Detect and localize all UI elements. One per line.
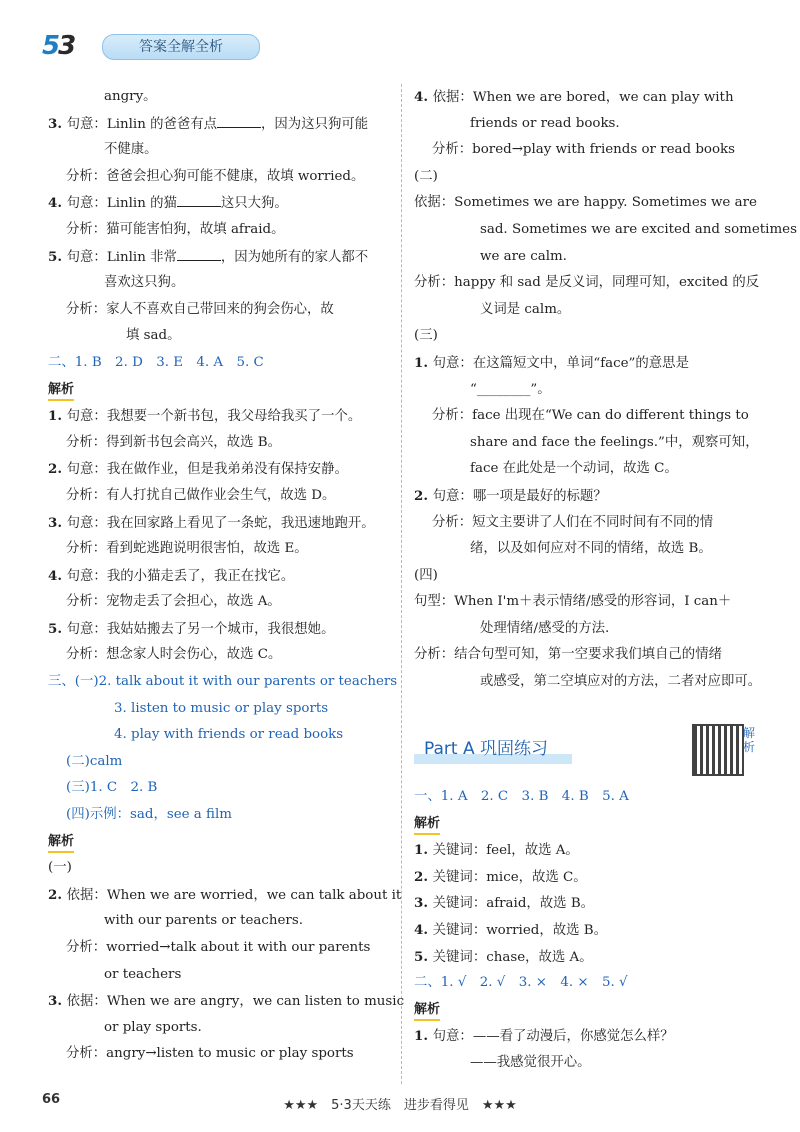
text-line — [414, 111, 760, 138]
item-number: 5. — [48, 248, 67, 265]
text-line — [48, 642, 393, 669]
answer-blank — [177, 192, 221, 207]
line-text: we are calm. — [480, 248, 567, 264]
line-text: 分析：face 出现在“We can do different things to — [432, 408, 749, 424]
text-line — [414, 642, 760, 669]
text-line — [414, 297, 760, 324]
item-number: 4. — [414, 921, 433, 938]
line-text: 句意：我姑姑搬去了另一个城市，我很想她。 — [66, 621, 335, 637]
line-text: 分析：bored→play with friends or read books — [432, 142, 736, 158]
line-text: 句意：Linlin 的爸爸有点 — [66, 116, 218, 132]
part-a-title: Part A 巩固练习 — [424, 739, 548, 759]
line-text: with our parents or teachers. — [104, 913, 303, 929]
text-line — [414, 997, 760, 1024]
text-line — [414, 430, 760, 457]
line-text: 三、(一)2. talk about it with our parents or teachers — [48, 674, 398, 690]
line-text: 分析：猫可能害怕狗，故填 afraid。 — [66, 221, 285, 237]
item-number: 2. — [48, 886, 67, 903]
line-text: 分析：爸爸会担心狗可能不健康，故填 worried。 — [66, 168, 365, 184]
text-line — [48, 935, 393, 962]
line-text: 句意：Linlin 非常 — [66, 249, 177, 265]
line-text: 分析：家人不喜欢自己带回来的狗会伤心，故 — [66, 301, 334, 317]
line-text: 二、1. B 2. D 3. E 4. A 5. C — [48, 354, 264, 370]
line-text: 分析：想念家人时会伤心，故选 C。 — [66, 647, 282, 663]
line-text: 二、1. √ 2. √ 3. × 4. × 5. √ — [414, 975, 628, 991]
header-title: 答案全解全析 — [102, 34, 260, 60]
item-number: 1. — [414, 354, 433, 371]
text-line — [414, 323, 760, 350]
text-line — [48, 84, 393, 111]
text-line — [48, 536, 393, 563]
line-text: 义词是 calm。 — [480, 301, 571, 317]
line-text: “________”。 — [470, 381, 551, 397]
line-text: sad. Sometimes we are excited and sometimes — [480, 221, 797, 237]
text-line — [48, 377, 393, 404]
line-text: share and face the feelings.”中，观察可知， — [470, 434, 759, 450]
line-text: 句意：在这篇短文中，单词“face”的意思是 — [432, 355, 689, 371]
text-line — [48, 563, 393, 590]
text-line — [414, 837, 760, 864]
text-line — [48, 430, 393, 457]
text-line — [48, 510, 393, 537]
text-line — [48, 802, 393, 829]
text-line — [48, 483, 393, 510]
line-text: or teachers — [104, 966, 182, 982]
text-line — [48, 855, 393, 882]
item-number: 3. — [414, 895, 433, 912]
answer-blank — [217, 113, 261, 128]
text-line — [48, 297, 393, 324]
line-text: (四)示例：sad，see a film — [66, 807, 232, 823]
line-text-after: ，因为她所有的家人都不 — [220, 249, 369, 265]
item-number: 3. — [48, 514, 67, 531]
text-line — [48, 962, 393, 989]
line-text: 依据：When we are worried，we can talk about it — [66, 887, 402, 903]
line-text: (三)1. C 2. B — [66, 780, 158, 796]
item-number: 2. — [414, 487, 433, 504]
text-line — [414, 164, 760, 191]
line-text: 分析：有人打扰自己做作业会生气，故选 D。 — [66, 487, 336, 503]
line-text: 解析 — [48, 381, 74, 401]
line-text: 处理情绪/感受的方法. — [480, 620, 610, 636]
line-text: 解析 — [414, 1001, 440, 1021]
line-text: face 在此处是一个动词，故选 C。 — [470, 461, 678, 477]
item-number: 3. — [48, 115, 67, 132]
text-line — [414, 811, 760, 838]
item-number: 4. — [48, 195, 67, 212]
line-text: 解析 — [48, 833, 74, 853]
item-number: 1. — [414, 1028, 433, 1045]
text-line — [48, 217, 393, 244]
qr-label: 解析 — [743, 726, 756, 754]
line-text: angry。 — [104, 89, 157, 104]
line-text: 句意：Linlin 的猫 — [66, 196, 177, 212]
text-line — [414, 217, 797, 244]
text-line — [414, 890, 760, 917]
brand-logo: 53 — [42, 31, 75, 61]
line-text: 句意：——看了动漫后，你感觉怎么样？ — [432, 1029, 674, 1045]
item-number: 5. — [414, 948, 433, 965]
left-column — [48, 84, 405, 1068]
line-text: 关键词：afraid，故选 B。 — [432, 896, 595, 912]
line-text: 分析：得到新书包会高兴，故选 B。 — [66, 434, 281, 450]
line-text: 一、1. A 2. C 3. B 4. B 5. A — [414, 789, 629, 804]
line-text: 分析：看到蛇逃跑说明很害怕，故选 E。 — [66, 541, 308, 557]
text-line — [414, 864, 760, 891]
line-text: 分析：结合句型可知，第一空要求我们填自己的情绪 — [414, 647, 722, 663]
text-line — [48, 988, 405, 1015]
text-line — [48, 775, 393, 802]
text-line — [48, 722, 393, 749]
line-text: 句意：我在做作业，但是我弟弟没有保持安静。 — [66, 462, 348, 478]
item-number: 4. — [414, 89, 433, 105]
line-text: (三) — [414, 328, 438, 344]
line-text: 句意：我的小猫走丢了，我正在找它。 — [66, 568, 295, 584]
item-number: 2. — [48, 461, 67, 478]
text-line — [48, 908, 393, 935]
line-text: 或感受，第二空填应对的方法，二者对应即可。 — [480, 674, 762, 690]
line-text: 4. play with friends or read books — [114, 727, 344, 743]
right-column-lower — [414, 784, 760, 1077]
text-line — [48, 403, 393, 430]
text-line — [48, 829, 393, 856]
text-line — [48, 1041, 393, 1068]
text-line — [48, 164, 393, 191]
line-text-after: ，因为这只狗可能 — [261, 116, 369, 132]
line-text: 句意：哪一项是最好的标题？ — [432, 488, 607, 504]
text-line — [414, 137, 760, 164]
line-text: 分析：worried→talk about it with our parents — [66, 940, 371, 955]
line-text: 填 sad。 — [126, 328, 181, 344]
text-line — [48, 270, 393, 297]
line-text: 句意：我想要一个新书包，我父母给我买了一个。 — [66, 409, 362, 425]
item-number: 1. — [48, 408, 67, 425]
footer-slogan: ★★★ 5·3天天练 进步看得见 ★★★ — [283, 1098, 517, 1113]
line-text: 关键词：chase，故选 A。 — [432, 949, 593, 965]
item-number: 3. — [48, 993, 67, 1010]
line-text: 喜欢这只狗。 — [104, 275, 185, 291]
text-line — [414, 350, 760, 377]
text-line — [48, 137, 393, 164]
line-text: 分析：短文主要讲了人们在不同时间有不同的情 — [432, 514, 714, 530]
text-line — [48, 669, 398, 696]
text-line — [48, 749, 393, 776]
line-text: 关键词：feel，故选 A。 — [432, 843, 579, 859]
line-text: friends or read books. — [470, 115, 620, 131]
text-line — [414, 403, 760, 430]
line-text: 解析 — [414, 815, 440, 835]
text-line — [414, 190, 760, 217]
text-line — [414, 616, 760, 643]
line-text: 依据：When we are bored，we can play with — [432, 90, 734, 105]
text-line — [48, 350, 393, 377]
line-text: ——我感觉很开心。 — [470, 1054, 591, 1070]
line-text: 句型：When I'm＋表示情绪/感受的形容词，I can＋ — [414, 594, 732, 610]
text-line — [48, 456, 393, 483]
line-text: 关键词：mice，故选 C。 — [432, 869, 587, 885]
item-number: 5. — [48, 620, 67, 637]
text-line — [414, 483, 760, 510]
line-text: or play sports. — [104, 1019, 202, 1035]
item-number: 4. — [48, 567, 67, 584]
text-line — [414, 944, 760, 971]
line-text-after: 这只大狗。 — [220, 196, 288, 212]
part-a-heading — [414, 732, 594, 766]
line-text: 3. listen to music or play sports — [114, 700, 329, 716]
line-text: (二) — [414, 168, 438, 184]
text-line — [414, 917, 760, 944]
text-line — [414, 563, 760, 590]
text-line — [414, 456, 760, 483]
qr-code[interactable] — [692, 724, 744, 776]
text-line — [48, 696, 393, 723]
text-line — [48, 244, 393, 271]
line-text: 分析：angry→listen to music or play sports — [66, 1046, 354, 1062]
text-line — [414, 589, 760, 616]
text-line — [414, 1023, 760, 1050]
line-text: 依据：When we are angry，we can listen to music — [66, 994, 405, 1010]
text-line — [414, 84, 760, 111]
text-line — [414, 784, 760, 811]
column-divider — [401, 84, 402, 1084]
text-line — [48, 882, 402, 909]
line-text: (二)calm — [66, 753, 123, 769]
text-line — [48, 190, 393, 217]
text-line — [414, 244, 760, 271]
line-text: (一) — [48, 860, 72, 876]
text-line — [48, 1015, 393, 1042]
line-text: 分析：宠物走丢了会担心，故选 A。 — [66, 594, 281, 610]
line-text: (四) — [414, 567, 438, 583]
text-line — [414, 377, 760, 404]
text-line — [414, 970, 760, 997]
answer-blank — [177, 246, 221, 261]
right-column — [414, 84, 797, 696]
text-line — [48, 111, 393, 138]
line-text: 绪，以及如何应对不同的情绪，故选 B。 — [470, 541, 712, 557]
text-line — [414, 510, 760, 537]
line-text: 分析：happy 和 sad 是反义词，同理可知，excited 的反 — [414, 275, 760, 291]
text-line — [414, 669, 760, 696]
item-number: 2. — [414, 868, 433, 885]
page-footer — [0, 1088, 800, 1118]
page-number: 66 — [42, 1092, 61, 1107]
text-line — [48, 616, 393, 643]
text-line — [48, 323, 393, 350]
line-text: 不健康。 — [104, 142, 158, 158]
item-number: 1. — [414, 842, 433, 859]
text-line — [414, 1050, 760, 1077]
text-line — [414, 270, 760, 297]
line-text: 关键词：worried，故选 B。 — [432, 922, 607, 938]
text-line — [48, 589, 393, 616]
text-line — [414, 536, 760, 563]
line-text: 句意：我在回家路上看见了一条蛇，我迅速地跑开。 — [66, 515, 375, 531]
line-text: 依据：Sometimes we are happy. Sometimes we are — [414, 195, 757, 211]
